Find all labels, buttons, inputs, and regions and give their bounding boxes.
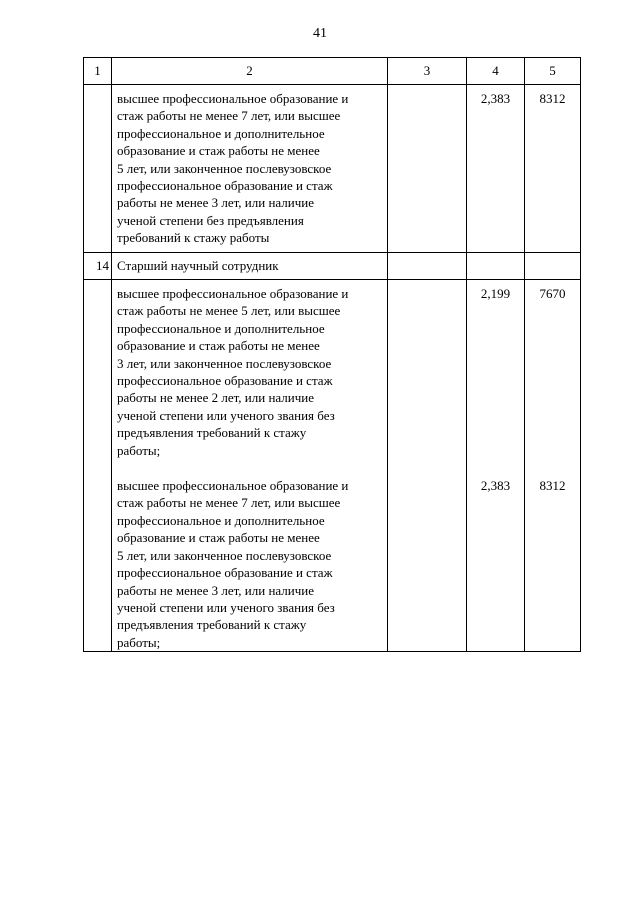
- coefficient-cell: [467, 280, 525, 652]
- col3-cell: [388, 280, 467, 652]
- row-number: [84, 85, 112, 253]
- coefficient-cell: 2,383: [467, 85, 525, 253]
- coefficient-value-1: 2,199: [480, 286, 511, 301]
- col5-cell: [525, 253, 581, 280]
- header-col-5: 5: [525, 58, 581, 85]
- col3-cell: [388, 85, 467, 253]
- page-number: 41: [313, 26, 327, 41]
- header-col-1: 1: [84, 58, 112, 85]
- requirements-text-2: высшее профессиональное образование и стаж работы не менее 7 лет, или высшее профессиональное и дополнительное образование и стаж работы не менее 5 лет, или законченное послевузовское профессиональное образование и стаж работы не менее 3 лет, или наличие ученой степени или ученого звания без предъявления требований к стажу работы;: [117, 478, 349, 650]
- row-number: [84, 280, 112, 652]
- num-gap: [527, 302, 578, 477]
- block-gap: [114, 459, 385, 477]
- col4-cell: [467, 253, 525, 280]
- header-col-4: 4: [467, 58, 525, 85]
- requirements-text: высшее профессиональное образование и стаж работы не менее 7 лет, или высшее профессиональное и дополнительное образование и стаж работы не менее 5 лет, или законченное послевузовское профессиональное образование и стаж работы не менее 3 лет, или наличие ученой степени без предъявления требований к стажу работы: [117, 91, 349, 246]
- position-title-cell: [112, 253, 388, 280]
- salary-cell: 8312: [525, 85, 581, 253]
- table-row: [84, 85, 581, 253]
- salary-value-1: 7670: [539, 286, 566, 301]
- col3-cell: [388, 253, 467, 280]
- header-col-3: 3: [388, 58, 467, 85]
- requirements-cell: [112, 85, 388, 253]
- salary-value-2: 8312: [539, 478, 566, 494]
- coefficient-value-2: 2,383: [480, 478, 511, 494]
- requirements-text-1: высшее профессиональное образование и стаж работы не менее 5 лет, или высшее профессиональное и дополнительное образование и стаж работы не менее 3 лет, или законченное послевузовское профессиональное образование и стаж работы не менее 2 лет, или наличие ученой степени или ученого звания без предъявления требований к стажу работы;: [117, 286, 349, 458]
- qualification-table: [83, 57, 581, 652]
- header-col-2: 2: [112, 58, 388, 85]
- table-row: [84, 280, 581, 652]
- salary-cell: [525, 280, 581, 652]
- num-gap: [469, 302, 522, 477]
- row-number: 14: [84, 253, 112, 280]
- position-title: Старший научный сотрудник: [117, 258, 279, 274]
- table-row: [84, 253, 581, 280]
- table-header-row: [84, 58, 581, 85]
- requirements-cell: [112, 280, 388, 652]
